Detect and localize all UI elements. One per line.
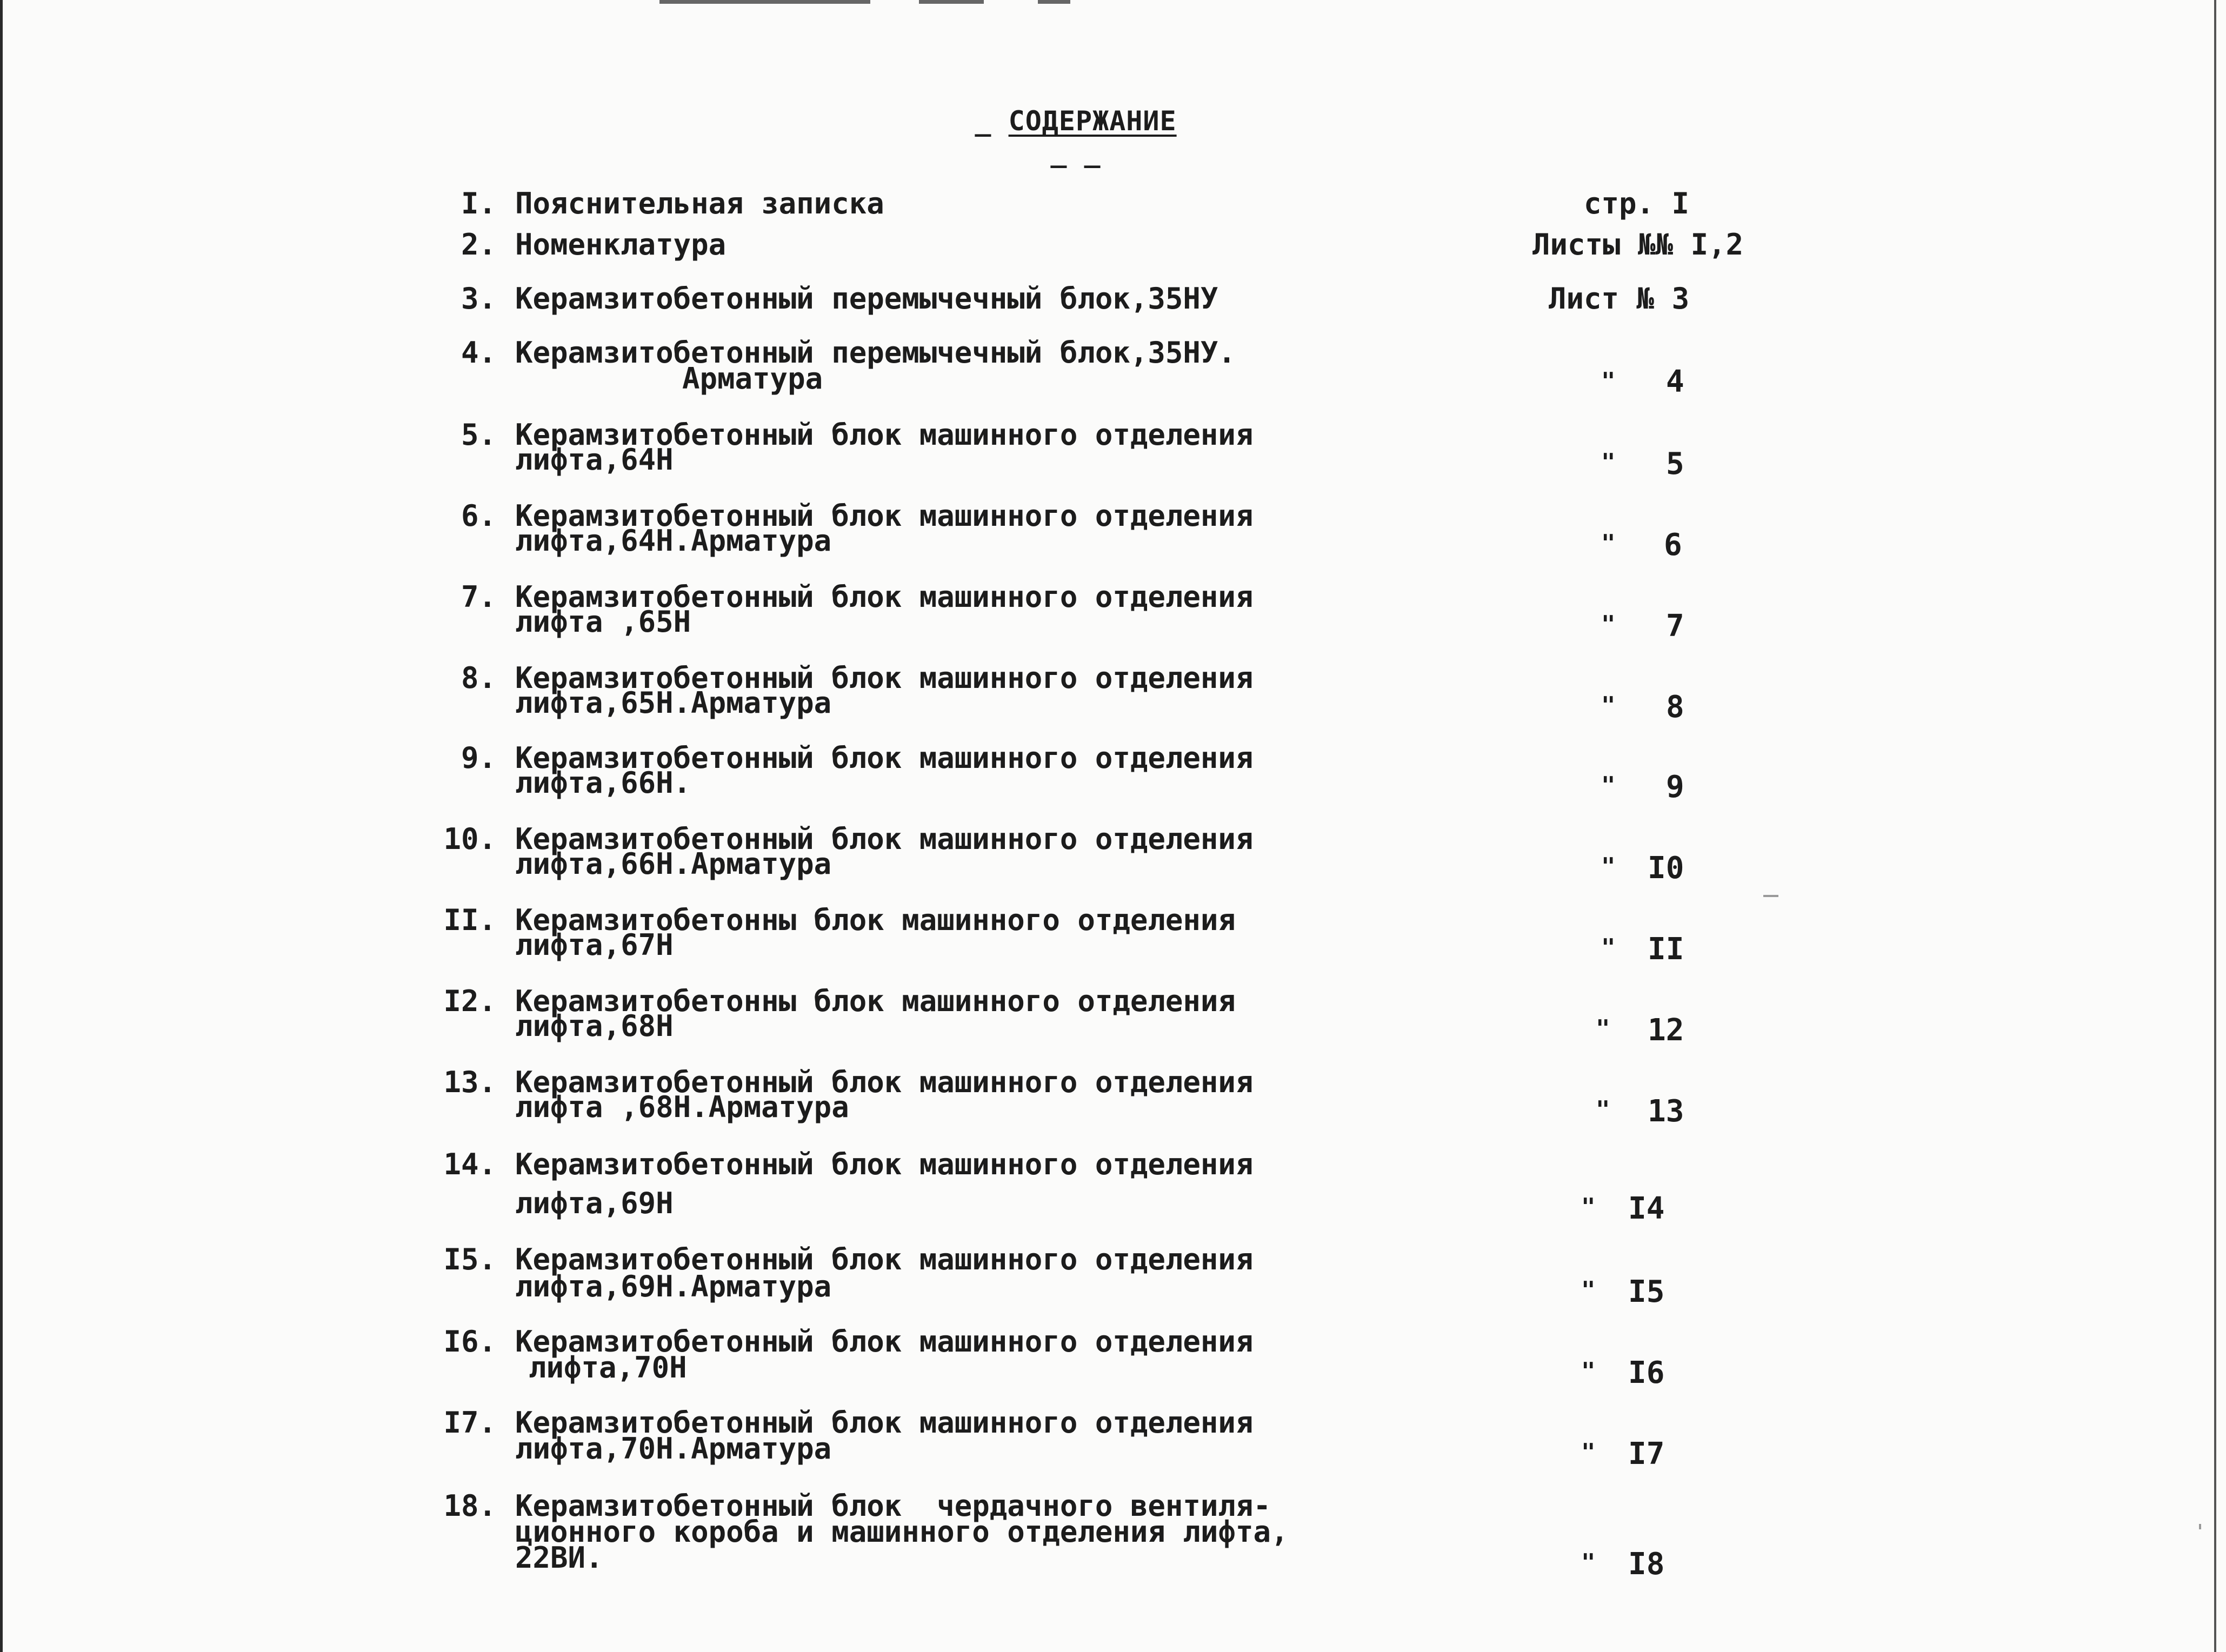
entry-title-line1: Керамзитобетонный блок машинного отделения bbox=[515, 741, 1254, 775]
entry-page-number: I0 bbox=[1648, 851, 1684, 886]
entry-number: 9. bbox=[461, 741, 496, 775]
entry-page-number: 13 bbox=[1648, 1094, 1684, 1129]
entry-number: II. bbox=[443, 903, 496, 937]
entry-title-line1: Керамзитобетонный блок машинного отделения bbox=[515, 1242, 1254, 1276]
entry-page-number: I5 bbox=[1628, 1274, 1665, 1309]
entry-number: 13. bbox=[443, 1065, 496, 1099]
entry-number: I7. bbox=[443, 1406, 496, 1440]
entry-title-line1: Керамзитобетонны блок машинного отделения bbox=[515, 903, 1236, 937]
entry-title-line1: Керамзитобетонный перемычечный блок,35НУ bbox=[515, 282, 1218, 316]
entry-number: 8. bbox=[461, 661, 496, 695]
ditto-mark: " bbox=[1601, 853, 1616, 880]
entry-page-number: 12 bbox=[1648, 1013, 1684, 1048]
scan-artifact bbox=[1763, 895, 1778, 897]
entry-page-number: I4 bbox=[1628, 1191, 1665, 1226]
entry-page-number: 5 bbox=[1666, 446, 1684, 481]
ditto-mark: " bbox=[1596, 1015, 1610, 1042]
entry-title-line1: Керамзитобетонный блок машинного отделения bbox=[515, 580, 1254, 614]
ditto-mark: " bbox=[1596, 1096, 1610, 1123]
ditto-mark: " bbox=[1601, 772, 1616, 799]
entry-page-number: I6 bbox=[1628, 1355, 1665, 1390]
entry-page-number: 9 bbox=[1666, 770, 1684, 805]
entry-title-line2: лифта,64Н.Арматура bbox=[515, 524, 832, 558]
entry-page-number: 7 bbox=[1666, 608, 1684, 644]
ditto-mark: " bbox=[1581, 1439, 1596, 1466]
entry-title-line1: Керамзитобетонный блок машинного отделения bbox=[515, 1325, 1254, 1359]
entry-title-line1: Керамзитобетонный блок машинного отделения bbox=[515, 822, 1254, 856]
entry-title-line2: лифта,69Н bbox=[515, 1186, 674, 1220]
entry-title-line1: Керамзитобетонный перемычечный блок,35НУ. bbox=[515, 336, 1236, 370]
entry-title-line2: лифта ,65Н bbox=[515, 605, 691, 639]
ditto-mark: " bbox=[1581, 1357, 1596, 1385]
entry-title-line2: лифта,64Н bbox=[515, 443, 674, 477]
entry-number: I. bbox=[461, 186, 496, 220]
entry-page-number: 4 bbox=[1666, 364, 1684, 399]
entry-number: 2. bbox=[461, 228, 496, 262]
entry-title-line1: Керамзитобетонный блок чердачного вентиля- bbox=[515, 1489, 1271, 1523]
entry-title-line2: лифта,67Н bbox=[515, 928, 674, 962]
top-scan-marks bbox=[659, 0, 1103, 4]
entry-title-line3: 22ВИ. bbox=[515, 1541, 603, 1575]
entry-title-line2: лифта ,68Н.Арматура bbox=[515, 1090, 849, 1124]
entry-page-ref: Лист № 3 bbox=[1549, 282, 1690, 316]
entry-number: 5. bbox=[461, 418, 496, 452]
title-text: СОДЕРЖАНИЕ bbox=[1008, 105, 1177, 137]
entry-page-number: 6 bbox=[1664, 527, 1682, 563]
entry-number: 6. bbox=[461, 499, 496, 533]
entry-title-line2: лифта,69Н.Арматура bbox=[515, 1269, 832, 1303]
scan-artifact bbox=[2199, 1524, 2201, 1529]
entry-title-line2: лифта,66Н. bbox=[515, 766, 691, 800]
entry-number: 4. bbox=[461, 336, 496, 370]
entry-page-number: II bbox=[1648, 932, 1684, 967]
entry-page-number: I8 bbox=[1628, 1547, 1665, 1582]
entry-number: 7. bbox=[461, 580, 496, 614]
ditto-mark: " bbox=[1581, 1276, 1596, 1304]
entry-number: 14. bbox=[443, 1147, 496, 1181]
entry-page-ref: стр. I bbox=[1584, 186, 1690, 220]
entry-page-number: 8 bbox=[1666, 690, 1684, 725]
entry-title-line2: Арматура bbox=[682, 362, 823, 396]
entry-number: 10. bbox=[443, 822, 496, 856]
entry-title-line1: Керамзитобетонный блок машинного отделения bbox=[515, 1065, 1254, 1099]
ditto-mark: " bbox=[1601, 934, 1616, 961]
entry-page-number: I7 bbox=[1628, 1436, 1665, 1472]
entry-title-line2: лифта,65Н.Арматура bbox=[515, 686, 832, 720]
ditto-mark: " bbox=[1601, 611, 1616, 638]
entry-number: 3. bbox=[461, 282, 496, 316]
entry-title-line2: лифта,70Н.Арматура bbox=[515, 1432, 832, 1466]
ditto-mark: " bbox=[1601, 367, 1616, 395]
entry-title-line2: лифта,66Н.Арматура bbox=[515, 847, 832, 881]
entry-title-line1: Керамзитобетонный блок машинного отделения bbox=[515, 1406, 1254, 1440]
entry-title-line1: Керамзитобетонны блок машинного отделения bbox=[515, 984, 1236, 1018]
entry-title-line1: Керамзитобетонный блок машинного отделения bbox=[515, 661, 1254, 695]
entry-title-line2: лифта,70Н bbox=[529, 1350, 687, 1385]
entry-title-line2: ционного короба и машинного отделения лифта, bbox=[515, 1515, 1289, 1549]
entry-title-line1: Керамзитобетонный блок машинного отделения bbox=[515, 1147, 1254, 1181]
title-left-dash: _ bbox=[975, 105, 992, 137]
entry-number: 18. bbox=[443, 1489, 496, 1523]
entry-title-line1: Пояснительная записка bbox=[515, 186, 884, 220]
ditto-mark: " bbox=[1601, 692, 1616, 719]
entry-title-line1: Керамзитобетонный блок машинного отделения bbox=[515, 499, 1254, 533]
ditto-mark: " bbox=[1601, 530, 1616, 557]
ditto-mark: " bbox=[1601, 449, 1616, 476]
entry-title-line2: лифта,68Н bbox=[515, 1009, 674, 1043]
entry-number: I2. bbox=[443, 984, 496, 1018]
entry-number: I5. bbox=[443, 1242, 496, 1276]
ditto-mark: " bbox=[1581, 1549, 1596, 1576]
entry-title-line1: Номенклатура bbox=[515, 228, 727, 262]
title-right-dash: _ _ bbox=[1050, 137, 1101, 168]
document-title bbox=[946, 105, 1205, 168]
entry-number: I6. bbox=[443, 1325, 496, 1359]
entry-page-ref: Листы №№ I,2 bbox=[1532, 228, 1744, 262]
ditto-mark: " bbox=[1581, 1193, 1596, 1221]
entry-title-line1: Керамзитобетонный блок машинного отделения bbox=[515, 418, 1254, 452]
